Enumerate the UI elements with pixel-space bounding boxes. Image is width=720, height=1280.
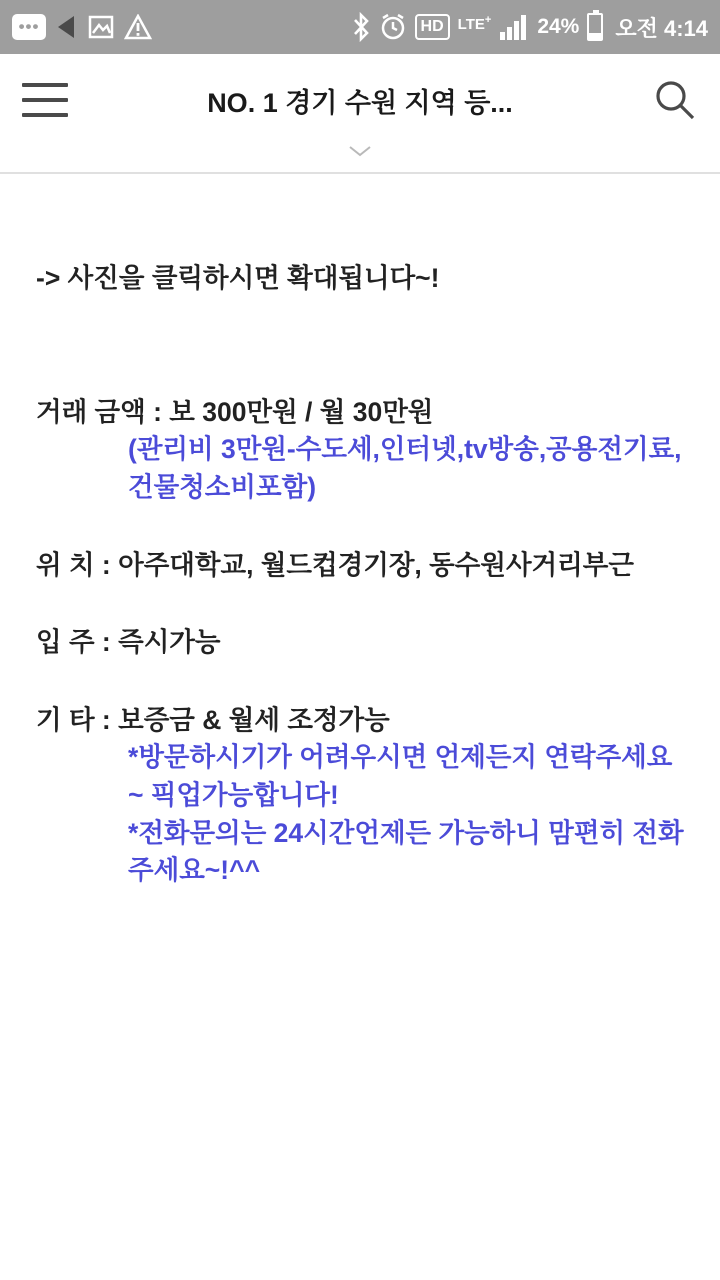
search-icon[interactable] [652,77,698,123]
post-price-line: 거래 금액 : 보 300만원 / 월 30만원 [36,396,434,427]
post-notice: -> 사진을 클릭하시면 확대됩니다~! [36,263,440,293]
status-clock: 오전 4:14 [615,15,708,41]
status-bar-left [12,14,351,40]
hamburger-icon[interactable] [22,83,68,117]
warning-icon [124,14,152,40]
expand-row[interactable] [0,146,720,172]
lte-plus-label: + [484,13,492,26]
post-etc-line: 기 타 : 보증금 & 월세 조정가능 [36,704,390,735]
post-note-1: *방문하시기가 어려우시면 언제든지 연락주세요~ 픽업가능합니다! [128,742,673,810]
post-location-line: 위 치 : 아주대학교, 월드컵경기장, 동수원사거리부근 [36,549,634,580]
lte-plus-icon [457,13,492,36]
battery-percent-label: 24% [537,15,580,38]
chevron-down-icon[interactable] [349,146,371,157]
messages-icon [12,14,46,40]
alarm-icon [379,13,407,41]
post-fee-line: (관리비 3만원-수도세,인터넷,tv방송,공용전기료,건물청소비포함) [128,434,682,502]
image-icon [88,14,114,40]
post-body [0,174,720,890]
page-title: NO. 1 경기 수원 지역 등... [207,87,513,118]
signal-bars-icon [499,13,529,41]
app-bar [0,54,720,146]
messages-dots-label: ••• [12,14,46,40]
status-bar [0,0,720,54]
status-bar-right [351,12,708,43]
bluetooth-icon [351,12,371,42]
hd-icon: HD [415,14,450,40]
post-note-2: *전화문의는 24시간언제든 가능하니 맘편히 전화주세요~!^^ [128,817,684,886]
post-movein-line: 입 주 : 즉시가능 [36,627,221,658]
back-nav-icon [56,14,78,40]
battery-icon [587,13,603,41]
lte-label: LTE [457,15,485,33]
